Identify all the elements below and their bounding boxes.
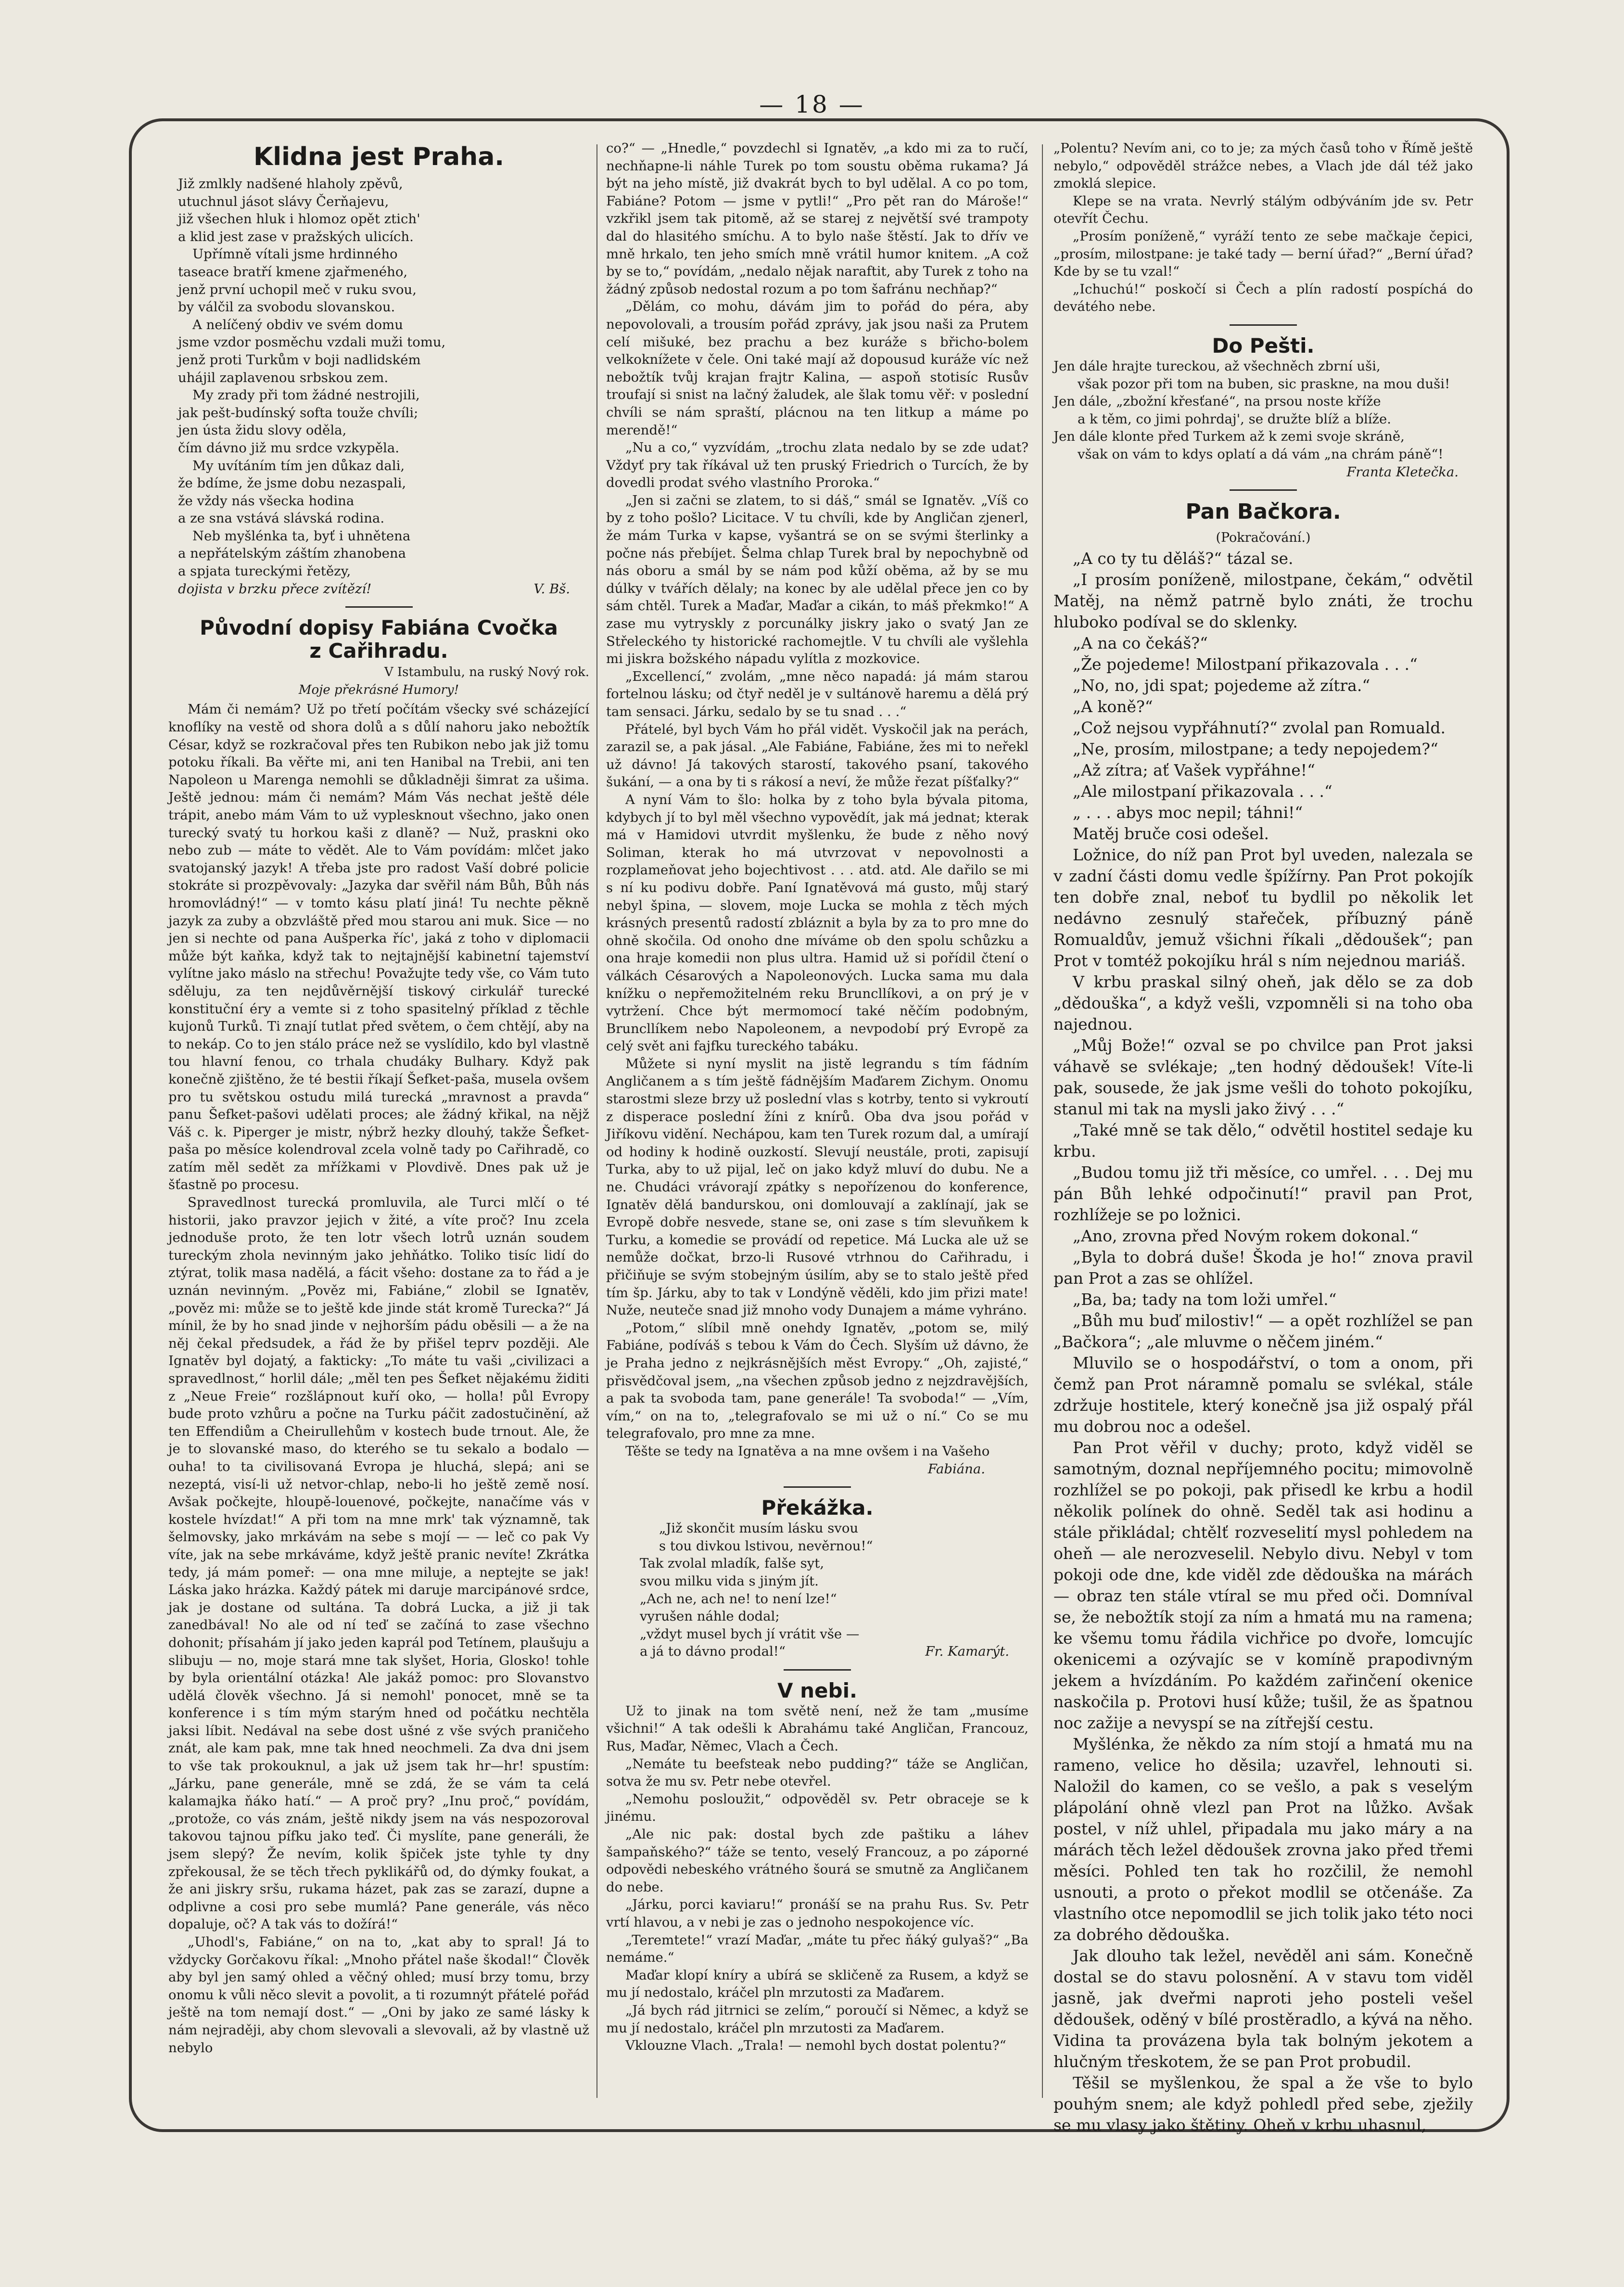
paragraph: Jak dlouho tak ležel, nevěděl ani sám. Konečně dostal se do stavu polosnění. A v stavu tom viděl jasně, jak dveřmi naproti jeho posteli vešel dědoušek, oděný v bílé prostěradlo, a kývá na něho. Vidina ta provázena byla tak bolným jekotem a hlučným třeskotem, že se pan Prot probudil. [1053, 1946, 1473, 2071]
section-divider [1230, 324, 1297, 326]
paragraph: Těšil se myšlenkou, že spal a že vše to bylo pouhým snem; ale když pohledl před sebe, zježily se mu vlasy jako štětiny. Oheň v krbu uhasnul, [1053, 2073, 1473, 2134]
poem-line: by válčil za svobodu slovanskou. [178, 299, 395, 315]
obstacle-poem [606, 1520, 1028, 1661]
paragraph: „Bůh mu buď milostiv!“ — a opět rozhlížel se pan „Bačkora“; „ale mluvme o něčem jiném.“ [1053, 1311, 1473, 1351]
poem-line: jenž proti Turkům v boji nadlidském [178, 352, 421, 368]
poem-line: a k těm, co jimi pohrdaj', se družte blíž a blíže. [1078, 411, 1392, 427]
paragraph: „A koně?“ [1073, 697, 1153, 716]
poem-line: jen ústa židu slovy oděla, [178, 422, 347, 438]
poem-line: a já to dávno prodal!“ [640, 1644, 786, 1660]
paragraph: Maďar klopí kníry a ubírá se skličeně za Rusem, a když se mu jí nedostalo, kráčel pln mrzutosti za Maďarem. [606, 1967, 1028, 2001]
poem-line: Upřímně vítali jsme hrdinného [192, 246, 398, 262]
poem-line: však on vám to kdys oplatí a dá vám „na chrám páně“! [1078, 446, 1444, 462]
paragraph: Můžete si nyní myslit na jistě legrandu s tím fádním Angličanem a s tím ještě fádnějším Maďarem Zichym. Onomu starostmi sleze brzy už poslední vlas s kotrby, tento si vykroutí z disperace poslední žíni z knírů. Oba dva jsou pořád v Jiříkovu vidění. Nechápou, kam ten Turek rozum dal, a umírají od hodiny k hodině ouzkostí. Slevují neustále, proti, zapisují Turka, aby to už pijal, leč on jako když mluví do dubu. Ne a ne. Chudáci vrávorají zpátky s nepořízenou do konference, Ignatěv dělá bandurskou, oni domlouvají a zaklínají, jak se Evropě dobře nesvede, stane se, oni zase s tím slevuňkem k Turku, a komedie se provádí od repetice. Má Lucka ale už se nemůže dočkat, brzo-li Rusové vtrhnou do Cařihradu, i přičiňuje se svým stobejným úsilím, aby se to stalo ještě před tím šp. Járku, aby to tak v Londýně věděli, kdo jim přizi mate! Nuže, neuteče snad již mnoho vody Dunajem a máme vyhráno. [606, 1056, 1028, 1318]
paragraph: Mluvilo se o hospodářství, o tom a onom, při čemž pan Prot náramně pomalu se svlékal, stále zdržuje hostitele, který konečně jsa již ospalý přál mu dobrou noc a odešel. [1053, 1353, 1473, 1436]
poem-line: čím dávno již mu srdce vzkypěla. [178, 440, 399, 456]
paragraph: „Potom,“ slíbil mně onehdy Ignatěv, „potom se, milý Fabiáne, podíváš s tebou k Vám do Čech. Slyším už dávno, že je Praha jedno z nejkrásnějších měst Evropy.“ „Oh, zajisté,“ přisvědčoval jsem, „na všechen způsob jedno z nejzdravějších, a pak ta svoboda tam, pane generále! Ta svoboda!“ — „Vím, vím,“ on na to, „telegrafovalo se mi už o ní.“ Co se mu telegrafovalo, pro mne za mne. [606, 1320, 1028, 1442]
pest-poem [1053, 358, 1473, 463]
paragraph: V krbu praskal silný oheň, jak dělo se za dob „dědouška“, a když vešli, vzpomněli si na toho oba najednou. [1053, 972, 1473, 1034]
poem-line: „Již skončit musím lásku svou [659, 1520, 859, 1536]
poem-signature: V. Bš. [533, 581, 570, 597]
column-3 [1053, 140, 1473, 2134]
poem-line: jsme vzdor posměchu vzdali muži tomu, [178, 334, 446, 350]
poem-line: že bdíme, že jsme dobu nezaspali, [178, 475, 406, 491]
story-title: Pan Bačkora. [1185, 499, 1341, 524]
paragraph: Klepe se na vrata. Nevrlý stálým odbýváním jde sv. Petr otevřít Čechu. [1053, 193, 1473, 227]
poem-line: Tak zvolal mladík, falše syt, [640, 1556, 825, 1572]
poem-line: již všechen hluk i hlomoz opět ztich' [178, 211, 420, 227]
poem-line: utuchnul jásot slávy Čerňajevu, [178, 193, 389, 209]
letters-subtitle: z Cařihradu. [309, 639, 448, 663]
column-1 [168, 140, 589, 2117]
paragraph: „Že pojedeme! Milostpaní přikazovala . . .“ [1073, 654, 1418, 674]
section-divider [1230, 489, 1297, 491]
poem-line: však pozor při tom na buben, sic praskne, na mou duši! [1078, 376, 1450, 392]
poem-line: Jen dále hrajte tureckou, až všechněch zbrní uši, [1053, 358, 1381, 374]
poem-last-line [168, 580, 589, 598]
paragraph: „Nu a co,“ vyzvídám, „trochu zlata nedalo by se zde udat? Vždyť pry tak říkával už ten pruský Friedrich o Turcích, že by dovedli prodat svého vlastního Proroka.“ [606, 440, 1028, 491]
poem-line: a nepřátelským záštím zhanobena [178, 546, 406, 562]
paragraph: „Teremtete!“ vrazí Maďar, „máte tu přec ňáký gulyaš?“ „Ba nemáme.“ [606, 1932, 1028, 1966]
column-2 [606, 140, 1028, 2117]
poem-signature: Franta Kletečka. [1346, 464, 1459, 480]
paragraph: „Můj Bože!“ ozval se po chvilce pan Prot jaksi váhavě se svlékaje; „ten hodný dědoušek! Víte-li pak, sousede, že jak jsme vešli do tohoto pokojíku, stanul mi tak na mysli jako živý . . .“ [1053, 1035, 1473, 1118]
paragraph: „ . . . abys moc nepil; táhni!“ [1073, 803, 1303, 822]
poem-line: jak pešt-budínský softa touže chvíli; [178, 405, 419, 421]
paragraph: „Nemohu posloužit,“ odpověděl sv. Petr obraceje se k jinému. [606, 1791, 1028, 1825]
poem-line: Jen dále, „zbožní křesťané“, na prsou noste kříže [1053, 394, 1381, 409]
paragraph: „Také mně se tak dělo,“ odvětil hostitel sedaje ku krbu. [1053, 1120, 1473, 1161]
paragraph: „Járku, porci kaviaru!“ pronáší se na prahu Rus. Sv. Petr vrtí hlavou, a v nebi je zas o jednoho nespokojence víc. [606, 1897, 1028, 1930]
paragraph: „Byla to dobrá duše! Škoda je ho!“ znova pravil pan Prot a zas se ohlížel. [1053, 1247, 1473, 1288]
section-divider [784, 1486, 851, 1488]
paragraph: Mám či nemám? Už po třetí počítám všecky své scházející knoflíky na vestě od shora dolů a s důlí nahoru jako nebožtík César, když se rozkračoval přes ten Rubikon nebo jak již tomu potoku říkali. Ba věřte mi, ani ten Hanibal na Trebii, ani ten Napoleon u Marenga nemohli se důkladněji šimrat za ušima. Ještě jednou: mám či nemám? Mám Vás nechat ještě déle trápit, anebo mám Vám to už vyplesknout všechno, jako onen turecký svatý tu horkou kaši z dlaně? — Nuž, praskni oko nebo zub — máte to vědět. Ale to Vám povídám: mlčet jako svatojanský jazyk! A třeba jste pro radost Vaší dobré policie stokráte si prozpěvovaly: „Jazyka dar svěřil nám Bůh, Bůh nás hromovládný!“ — v tomto kásu platí jiná! Tu nechte pěkně jazyk za zuby a obzvláště před mou starou ani muk. Sice — no jen si nechte od pana Aušperka říc', jaká z toho v diplomacii může být kaňka, když tak to nejtajnější kabinetní tajemství vylítne jako máslo na střechu! Považujte tedy vše, co Vám tuto sděluju, za ten nejdůvěrnější tiskový cirkulář turecké konstituční éry a vemte si z toho spasitelný příklad z těchle kujonů Turků. Ti znají tutlat před světem, o čem chtějí, aby na to nekáp. Co to jen stálo práce než se vyslídilo, kdo byl vlastně tou hlavní fenou, co trhala chudáky Bulhary. Když pak konečně zjištěno, že té bestii říkají Šefket-paša, musela ovšem pro tu světskou ostudu milá turecká „mravnost a pravda“ panu Šefket-pašovi udělati proces; ale žádný křikal, na nějž Váš c. k. Piperger je mistr, nýbrž hezky dlouhý, takže Šefket-paša po měsíce kolendroval zcela volně tady po Cařihradě, co zatím měl sedět za mřížkami v Plovdivě. Dnes pak už je šťastně po procesu. [168, 702, 589, 1193]
obstacle-title: Překážka. [761, 1496, 874, 1520]
poem-line: My uvítáním tím jen důkaz dali, [192, 458, 405, 473]
paragraph: Už to jinak na tom světě není, než že tam „musíme všichni!“ A tak odešli k Abrahámu také Angličan, Francouz, Rus, Maďar, Němec, Vlach a Čech. [606, 1703, 1028, 1754]
column-rule-2 [1042, 144, 1043, 2098]
paragraph: A nyní Vám to šlo: holka by z toho byla bývala pitoma, kdybych jí to byl měl všechno vypovědít, jak má jednat; kterak má v Hamidovi utvrdit myšlenku, že bude z něho nový Soliman, kterak ho má utvrzovat v nepovolnosti a rozplameňovat jeho bojechtivost . . . atd. atd. Ale dařilo se mi s ní ku podivu dobře. Paní Ignatěvová má gusto, můj starý nebyl špina, — slovem, moje Lucka se mohla z těch mých krásných presentů radostí zbláznit a byla by za to pro mne do ohně skočila. Od onoho dne míváme ob den spolu schůzku a ona hraje komedii non plus ultra. Hamid už si pořídil čtení o válkách Césarových a Napoleonových. Lucka sama mu dala knížku o nepřemožitelném reku Bruncllíkovi, a on prý je v vytržení. Chce být mermomocí také něčím podobným, Bruncllíkem nebo Napoleonem, a nevpodobí prý Evropě za celý svět ani fajfku tureckého tabáku. [606, 792, 1028, 1054]
poem-signature: Fr. Kamarýt. [925, 1644, 1009, 1660]
paragraph: „Ne, prosím, milostpane; a tedy nepojedem?“ [1073, 739, 1438, 758]
paragraph: „I prosím poníženě, milostpane, čekám,“ odvětil Matěj, na němž patrně bylo znáti, že trochu hluboko podíval se do sklenky. [1053, 570, 1473, 631]
poem-last-line [606, 1643, 1028, 1661]
paragraph: „Nemáte tu beefsteak nebo pudding?“ táže se Angličan, sotva že mu sv. Petr nebe otevřel. [606, 1756, 1028, 1789]
paragraph: „A na co čekáš?“ [1073, 633, 1208, 652]
poem-line: že vždy nás všecka hodina [178, 493, 355, 509]
paragraph: „Což nejsou vypřáhnutí?“ zvolal pan Romuald. [1073, 718, 1446, 737]
paragraph: „Dělám, co mohu, dávám jim to pořád do péra, aby nepovolovali, a trousím pořád zprávy, jak jsou naši za Prutem celí mišuké, bez prachu a bez kuráže s břicho-bolem velkoknížete v čele. Oni také mají až dopousud kuráže víc než nebožtík tvůj krajan frajtr Kalina, — aspoň stotisíc Rusův troufají si snist na lačný žaludek, ale šlak tomu věř: v poslední chvíli se nám spraští, plácnou na ten litkup a máme po merendě!“ [606, 299, 1028, 438]
section-divider [345, 606, 413, 608]
paragraph: „Ba, ba; tady na tom loži umřel.“ [1073, 1290, 1337, 1309]
paragraph: „No, no, jdi spat; pojedeme až zítra.“ [1073, 676, 1370, 695]
paragraph: Ložnice, do níž pan Prot byl uveden, nalezala se v zadní části domu vedle špížírny. Pan Prot pokojík ten dobře znal, neboť tu bydlil po několik let nedávno zesnulý stařeček, příbuzný páně Romualdův, jemuž všichni říkali „dědoušek“; pan Prot v tomtéž pokojíku hrál s ním nejednou mariáš. [1053, 845, 1473, 970]
poem-line: dojista v brzku přece zvítězí! [178, 581, 372, 597]
paragraph: Matěj bruče cosi odešel. [1073, 824, 1269, 843]
greeting: Moje překrásné Humory! [298, 682, 459, 697]
poem-line: s tou divkou lstivou, nevěrnou!“ [659, 1538, 873, 1554]
poem-line: Jen dále klonte před Turkem až k zemi svoje skráně, [1053, 429, 1405, 445]
poem-line: a spjata tureckými řetězy, [178, 563, 351, 579]
paragraph: Myšlénka, že někdo za ním stojí a hmatá mu na rameno, velice ho děsila; uzavřel, lehnouti si. Naložil do kamen, co se vešlo, a pak s veselým plápolání ohně vlezl pan Prot na lůžko. Avšak postel, v níž uhlel, připadala mu jako máry a na márách těch ležel dědoušek zrovna jako před třemi měsíci. Pohled ten tak ho rozčilil, že nemohl usnouti, a proto o překot modlil se otčenáše. Za vlastního otce nepomodlil se jich tolik jako této noci za dobrého dědouška. [1053, 1734, 1473, 1944]
poem-line: vyrušen náhle dodal; [640, 1609, 780, 1624]
poem-line: „Ach ne, ach ne! to není lze!“ [640, 1591, 837, 1607]
story-body [1053, 548, 1473, 2136]
story-subtitle: (Pokračování.) [1216, 530, 1311, 546]
poem-prague [168, 175, 589, 598]
poem-line: „vždyt musel bych jí vrátit vše — [640, 1626, 860, 1642]
page-number: — 18 — [759, 90, 865, 118]
paragraph: „Excellencí,“ zvolám, „mne něco napadá: já mám starou fortelnou lásku; od čtyř neděl je v sultánově haremu a dělá prý tam sensaci. Járku, sedalo by se tu snad . . .“ [606, 668, 1028, 719]
paragraph: co?“ — „Hnedle,“ povzdechl si Ignatěv, „a kdo mi za to ručí, nechňapne-li náhle Turek po tom soustu oběma rukama? Já být na jeho místě, již dvakrát bych to byl udělal. A co po tom, Fabiáne? Potom — jsme v pytli!“ „Pro pět ran do Mároše!“ vzkřikl jsem tak pitomě, až se starej z největší své trampoty dal do hlasitého smíchu. A to bylo naše štěstí. Jak to dřív ve mně hrkalo, ten jeho smích mně vrátil humor knitem. „A což by se to,“ povídám, „nedalo nějak naraftit, aby Turek z toho na žádný způsob nedostal rozum a po tom šafránu nechňap?“ [606, 141, 1028, 297]
pest-title: Do Pešti. [1212, 333, 1315, 358]
paragraph: „Ale nic pak: dostal bych zde paštiku a láhev šampaňského?“ táže se tento, veselý Francouz, a po záporné odpovědi nebeského vrátného šourá se smutně za Angličanem do nebe. [606, 1827, 1028, 1895]
poem-line: My zrady při tom žádné nestrojili, [192, 387, 420, 403]
poem-line: Neb myšlénka ta, byť i uhnětena [192, 528, 411, 544]
paragraph: Přátelé, byl bych Vám ho přál vidět. Vyskočil jak na perách, zarazil se, a pak jásal. „Ale Fabiáne, Fabiáne, žes mi to neřekl už dávno! Já takových starostí, takového psaní, takového šukání, — a ona by ti s rákosí a neví, že může řezat píšťalky?“ [606, 721, 1028, 790]
paragraph: Spravedlnost turecká promluvila, ale Turci mlčí o té historii, jako pravzor jejich v žité, a víte proč? Inu zcela jednoduše proto, že ten lotr všech lotrů uznán soudem tureckým zhola nevinným jako jehňátko. Toliko tisíc lidí do ztýrat, tolik masa nadělá, a fácit všeho: dostane za to řád a je uznán nevinným. „Pověz mi, Fabiáne,“ zlobil se Ignatěv, „pověz mi: může se to ještě kde jinde stát kromě Turecka?“ Já mínil, že by ho snad jinde v nejhorším pádu oběsili — a že na něj čekal předsudek, a řád že by přišel teprv později. Ale Ignatěv byl dojatý, a fakticky: „To máte tu vaši „civilizaci a spravedlnost,“ horlil dále; „měl ten pes Šefket nějakému židiti z „Neue Freie“ rozšlápnout kuří oko, — holla! půl Evropy bude proto vzhůru a počne na Turku páčit zadostučinění, až ten Effendiům a Cheirullehům v kostech bude trnout. Ale, že je to slovanské maso, do kterého se tu sekalo a bodalo — ouha! to ta civilisovaná Evropa je hluchá, slepá; ani se nezeptá, visí-li už netvor-chlap, nebo-li ho ještě země nosí. Avšak počkejte, hloupě-louenové, počkejte, nanačíme vás v kostele hvízdat!“ A při tom na mne mrk' tak významně, tak šelmovsky, jako mrkávám na sebe s mojí — — leč co pak Vy víte, jak na sebe mrkáváme, když ještě pranic nevíte! Zkrátka tedy, já mám pomeř: — ona mne miluje, a neptejte se jak! Láska jako hrázka. Každý pátek mi daruje marcipánové srdce, jak je dostane od sultána. Ta dobrá Lucka, a již ji tak zanedbával! No ale od ní teď se začíná to zase všechno dohonit; přísahám jí jako jeden kaprál pod Tetínem, plaušuju a slibuju — no, moje stará mne tak slyšet, Horia, Glosko! tohle by byla orientální otázka! Ale jakáž pomoc: pro Slovanstvo udělá člověk všechno. Já si nemohl' ponocet, mně se ta konference i s tím mým starým hned od počátku nechtěla jaksi líbit. Nedával na sebe dost ušné z vše svých praničeho znát, ale kam pak, mne tak hned neochmeli. Za dva dni jsem to vše tak prokouknul, a jak už jsem tak hr—hr! spustím: „Járku, pane generále, mně se zdá, že se vám ta celá kalamajka ňáko hatí.“ — A proč pry? „Inu proč,“ povídám, „protože, co vás znám, ještě nikdy jsem na vás nespozoroval takovou tajnou pífku jako teď. Či myslíte, pane generáli, že jsem slepý? Že nevím, kolik špiček jste tyhle ty dny zpřekousal, že se těch třech pyklikářů od, do dýmky foukat, a že ani jiskry sršu, rukama házet, pak zas se zarazí, dupne a odplivne a cosi pro sebe mumlá? Pane generále, vás něco dopaluje, oč? A tak vás to dožírá!“ [168, 1195, 589, 1932]
paragraph: Pan Prot věřil v duchy; proto, když viděl se samotným, doznal nepříjemného pocitu; mimovolně rozhlížel se po pokoji, pak přisedl ke krbu a hodil několik polínek do ohně. Seděl tak asi hodinu a stále přikládal; chtělť rozveselití mysl pohledem na oheň — ale nerozveselil. Nebylo divu. Nebyl v tom pokoji ode dne, kde viděl zde dědouška na márách — obraz ten stále vtíral se mu před oči. Domníval se, že nebožtík stojí za ním a hmatá mu na ramena; ke všemu tomu řádila vichřice po dvoře, lomcujíc okenicemi a ozývajíc se v komíně prapodivným jekem a hvízdáním. Po každém zařinčení okenice naskočila p. Protovi husí kůže; tušil, že as špatnou noc zažije a nevyspí se na zítřejší cestu. [1053, 1438, 1473, 1732]
paragraph: „Až zítra; ať Vašek vypřáhne!“ [1073, 760, 1315, 779]
dateline: V Istambulu, na ruský Nový rok. [384, 665, 589, 680]
poem-line: uhájil zaplavenou srbskou zem. [178, 370, 389, 385]
paragraph: „Ale milostpaní přikazovala . . .“ [1073, 781, 1332, 801]
paragraph: Těšte se tedy na Ignatěva a na mne ovšem i na Vašeho [625, 1443, 990, 1459]
poem-line: a ze sna vstává slávská rodina. [178, 511, 385, 526]
paragraph: „Ano, zrovna před Novým rokem dokonal.“ [1073, 1226, 1419, 1245]
paragraph: „Prosím poníženě,“ vyráží tento ze sebe mačkaje čepici, „prosím, milostpane: je také tady — berní úřad?“ „Berní úřad? Kde by se tu vzal!“ [1053, 228, 1473, 280]
poem-line: A nelíčený obdiv ve svém domu [192, 317, 403, 332]
paragraph: „Ichuchú!“ poskočí si Čech a plín radostí pospíchá do devátého nebe. [1053, 281, 1473, 315]
section-divider [784, 1669, 851, 1671]
paragraph: „A co ty tu děláš?“ tázal se. [1073, 549, 1294, 568]
poem-line: svou milku vida s jiným jít. [640, 1573, 819, 1589]
heaven-title: V nebi. [777, 1678, 857, 1702]
column-rule-1 [596, 144, 597, 2098]
poem-line: taseace bratří kmene zjařmeného, [178, 264, 408, 280]
letters-title: Původní dopisy Fabiána Cvočka [200, 616, 558, 640]
paragraph: „Budou tomu již tři měsíce, co umřel. . . . Dej mu pán Bůh lehké odpočinutí!“ pravil pan Prot, rozhlížeje se po ložnici. [1053, 1163, 1473, 1224]
poem-title: Klidna jest Praha. [253, 142, 505, 171]
paragraph: „Polentu? Nevím ani, co to je; za mých časů toho v Římě ještě nebylo,“ odpověděl strážce nebes, a Vlach jde dál též jako zmoklá slepice. [1053, 141, 1473, 192]
poem-line: a klid jest zase v pražských ulicích. [178, 229, 414, 244]
paragraph: Vklouzne Vlach. „Trala! — nemohl bych dostat polentu?“ [625, 2038, 1006, 2054]
letter-signature: Fabiána. [927, 1461, 985, 1477]
poem-line: jenž první uchopil meč v ruku svou, [178, 281, 417, 297]
paragraph: „Já bych rád jitrnici se zelím,“ poroučí si Němec, a když se mu jí nedostalo, kráčel pln mrzutosti za Maďarem. [606, 2002, 1028, 2036]
paragraph: „Jen si začni se zlatem, to si dáš,“ smál se Ignatěv. „Víš co by z toho pošlo? Licitace. V tu chvíli, kde by Angličan zjenerl, že mám Turka v kapse, vyšantrá se on se svými šterlinky a počne nás přebíjet. Šelma chlap Turek bral by nepochybně od nás oboru a smál by se nám pod kůží oběma, až by se mu dúlky v tvářích dělaly; na konec by ale udělal přece jen co by sám chtěl. Turek a Maďar, Maďar a cikán, to máš překmko!“ A zase mu vytryskly z porcunálky jiskry jako o svatý Jan ze Střeleckého ty historické rachomejtle. V tu chvíli ale vyšlehla mi jiskra božského nápadu vylítla z mozkovice. [606, 492, 1028, 667]
paragraph: „Uhodl's, Fabiáne,“ on na to, „kat aby to spral! Já to vždycky Gorčakovu říkal: „Mnoho přátel naše škodal!“ Člověk aby byl jen samý ohled a věčný ohled; musí brzy tomu, brzy onomu k vůli něco slevit a povolit, a ti rozumnýt přátelé pořád ještě na tom nemají dost.“ — „Oni by jako ze samé lásky k nám nejraději, aby chom slevovali a slevovali, až by vlastně už nebylo [168, 1934, 589, 2056]
poem-line: Již zmlkly nadšené hlaholy zpěvů, [178, 176, 403, 192]
